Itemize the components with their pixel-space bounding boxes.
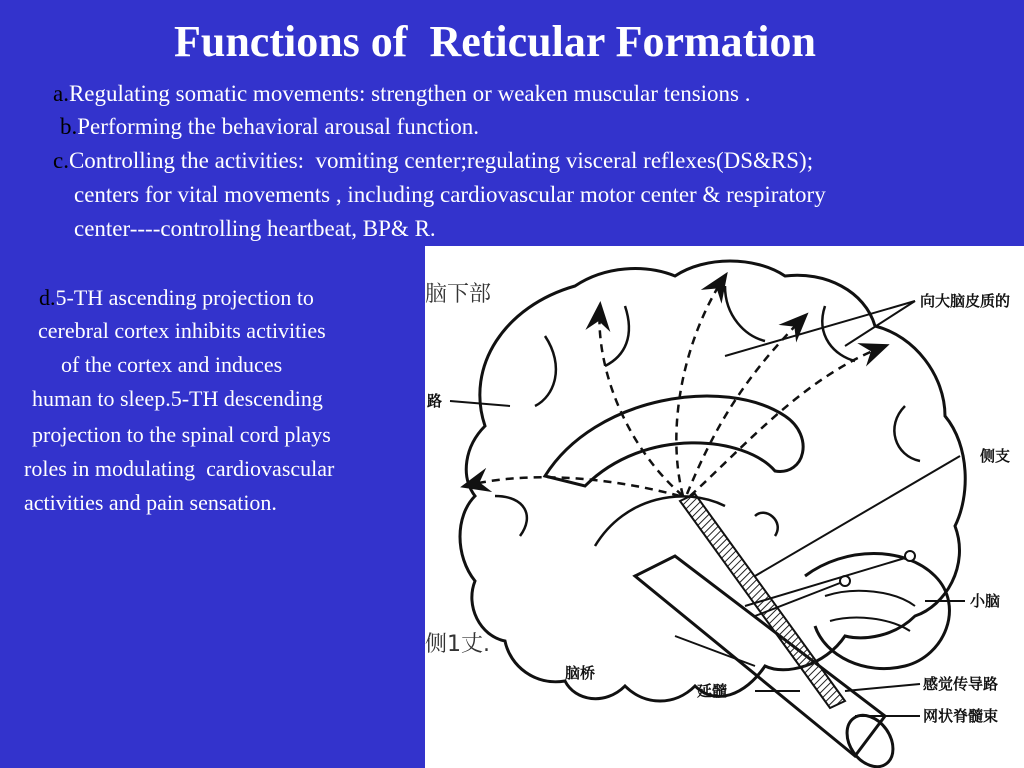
item-d-line7: activities and pain sensation. [24,490,277,515]
item-d-text-1: 5-TH ascending projection to [55,285,314,310]
label-handwritten-bottom: 侧1丈. [425,632,490,657]
item-d-line4: human to sleep.5-TH descending [32,386,323,411]
label-handwritten-top: 脑下部 [425,282,492,307]
label-medulla: 延髓 [697,682,728,700]
item-a-text: Regulating somatic movements: strengthen or weaken muscular tensions . [68,81,751,106]
item-b [60,112,479,142]
item-d-line3: of the cortex and induces [61,352,283,377]
item-a-prefix: a. [53,81,69,106]
brain-sagittal-svg [425,246,1024,768]
item-a [53,79,751,109]
item-d-line5: projection to the spinal cord plays [32,422,331,447]
item-c-text: Controlling the activities: vomiting center;regulating visceral reflexes(DS&RS); [68,148,814,173]
brain-diagram [425,246,1024,768]
item-d-line6: roles in modulating cardiovascular [24,456,335,481]
label-lateral-branch: 侧支 [980,447,1011,465]
corpus-callosum [545,396,803,486]
cerebrum-outline [460,261,965,701]
item-c-line3: center----controlling heartbeat, BP& R. [74,216,436,241]
item-d-line2: cerebral cortex inhibits activities [38,318,326,343]
item-c-line2: centers for vital movements , including cardiovascular motor center & respiratory [74,182,826,207]
label-to-cortex: 向大脑皮质的 [920,292,1011,310]
label-reticulospinal: 网状脊髓束 [923,707,999,725]
item-d-prefix: d. [39,285,56,310]
label-pons: 脑桥 [565,664,596,682]
item-d-line1 [39,283,314,313]
label-cerebellum: 小脑 [970,592,1001,610]
label-path-left: 路 [427,392,443,410]
item-c [53,146,813,176]
item-b-prefix: b. [60,114,78,139]
slide-title: Functions of Reticular Formation [173,17,817,66]
item-b-text: Performing the behavioral arousal function. [77,114,479,139]
label-sensory-tract: 感觉传导路 [923,675,999,693]
item-c-prefix: c. [53,148,69,173]
